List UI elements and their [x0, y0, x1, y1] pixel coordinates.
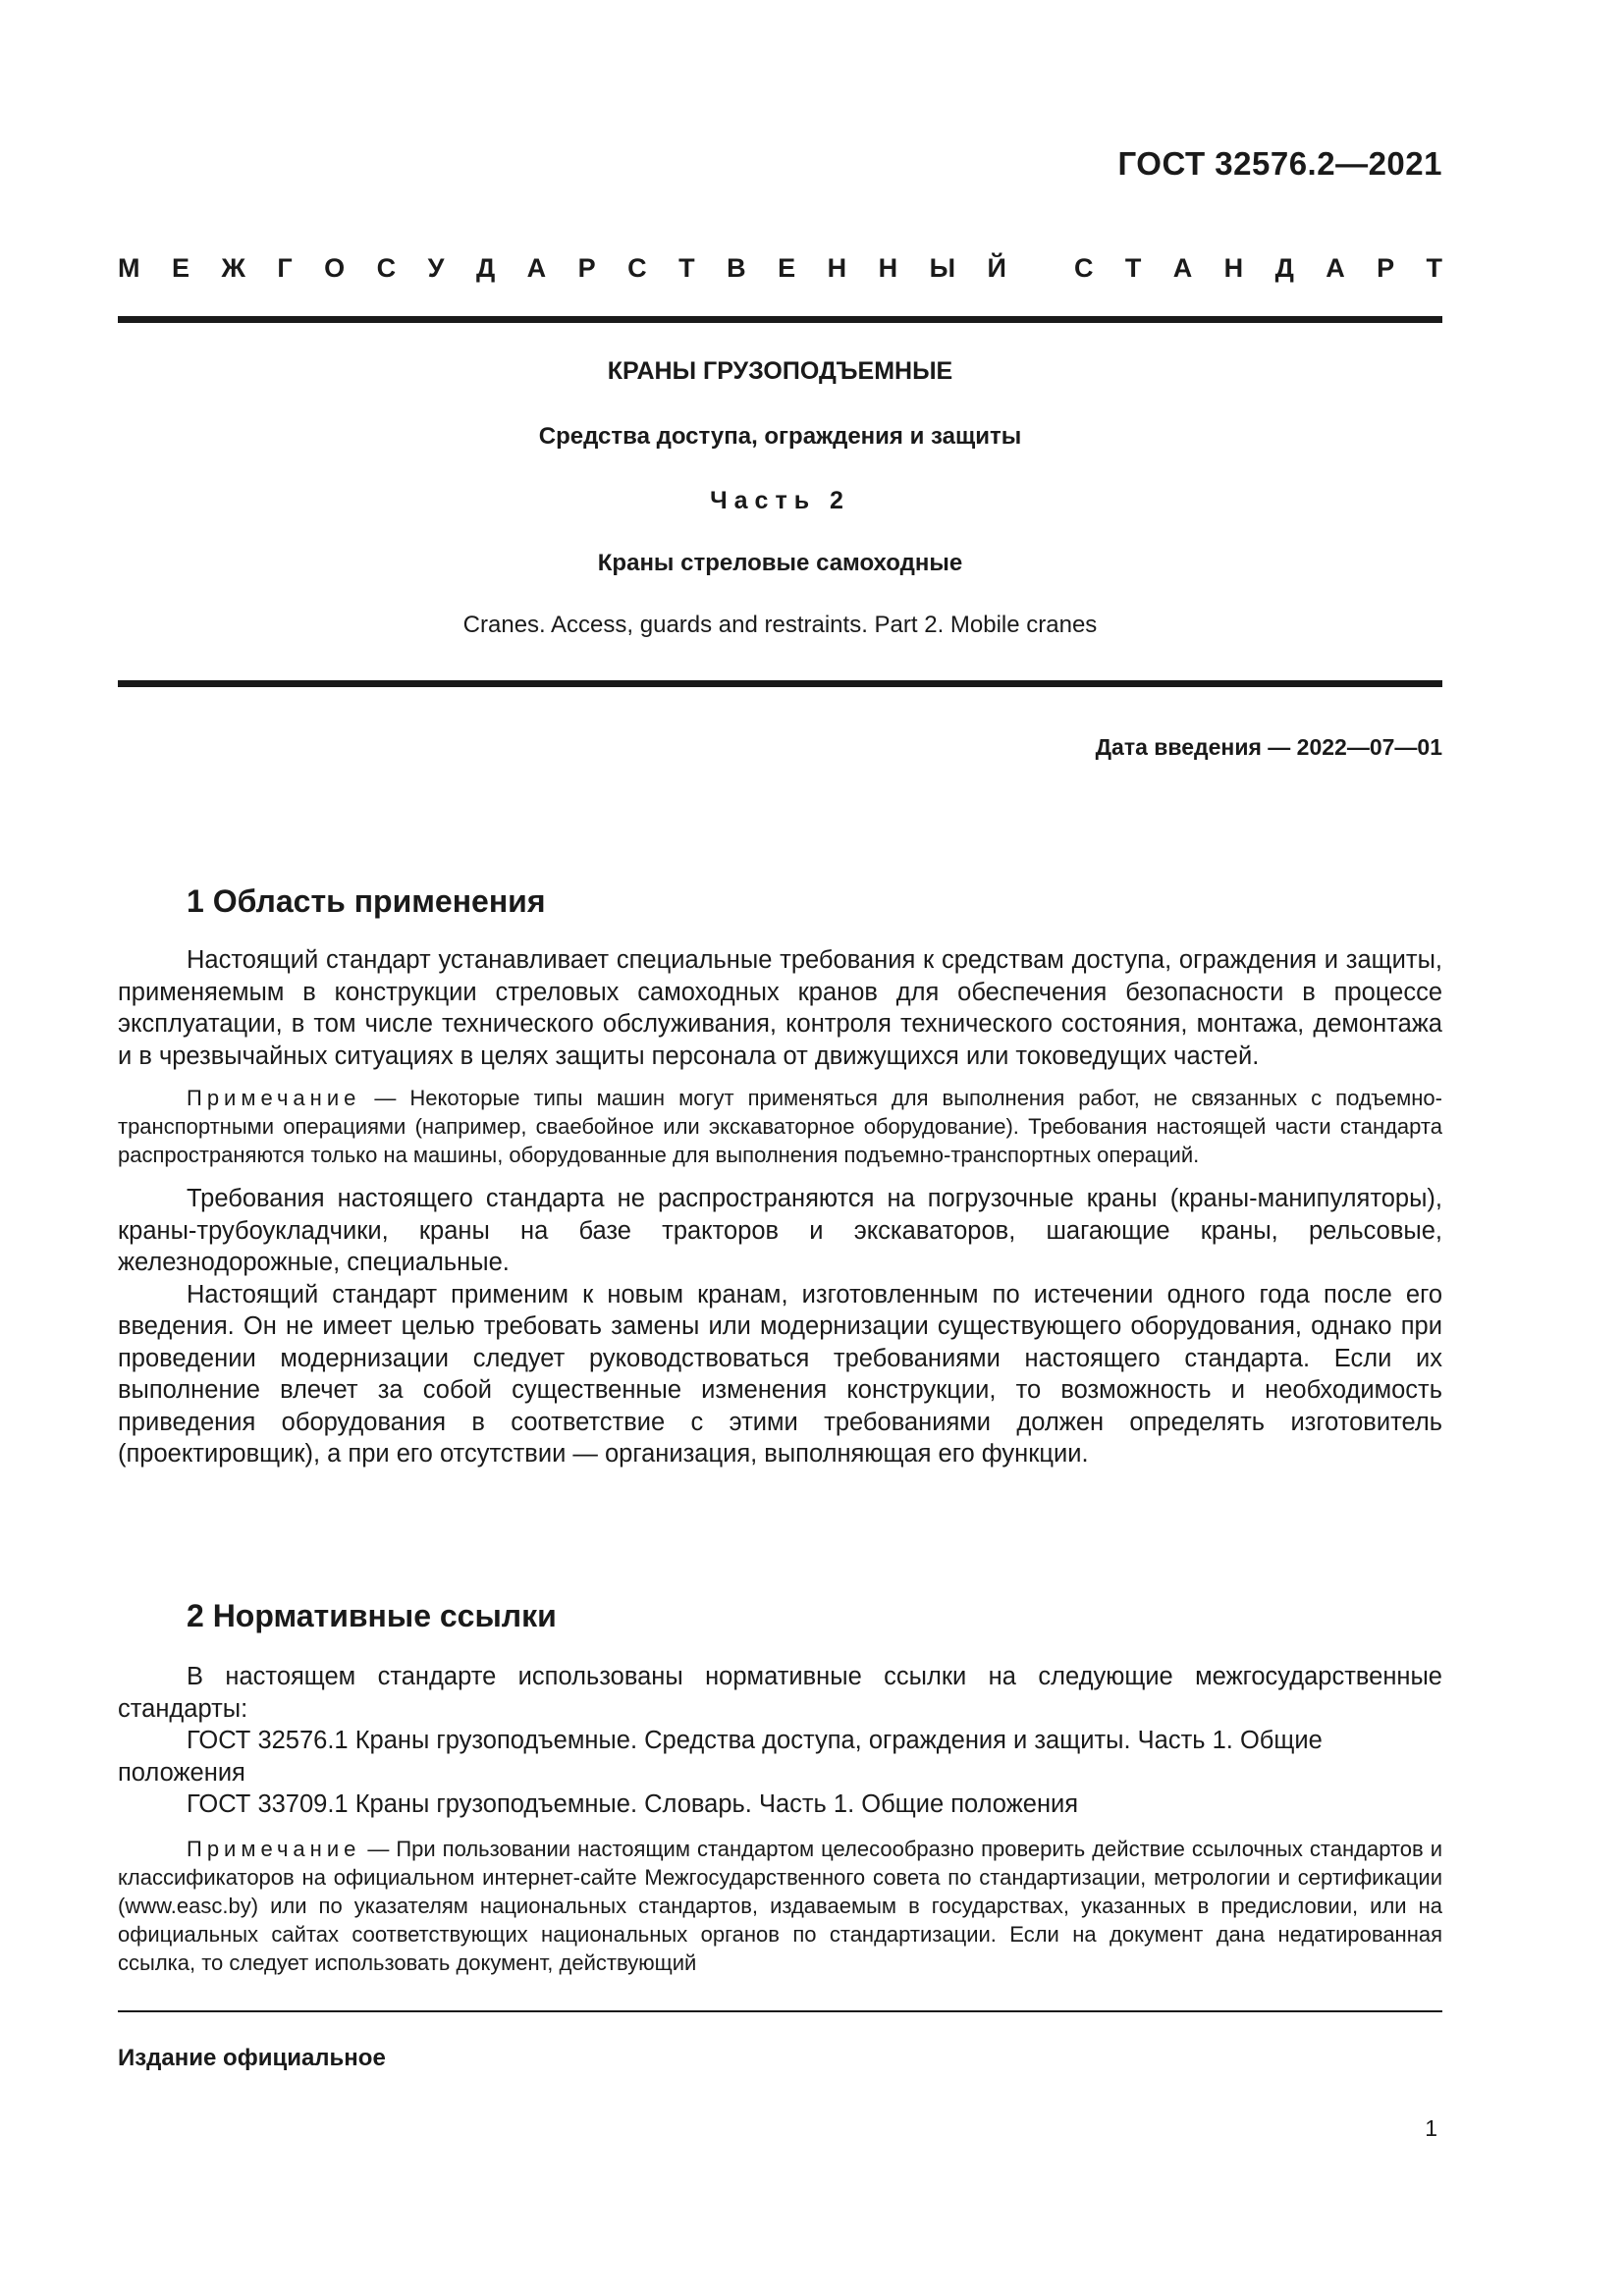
section-2-heading: 2 Нормативные ссылки [187, 1598, 557, 1633]
document-subtitle: Средства доступа, ограждения и защиты [538, 423, 1022, 450]
section-2-body [118, 1661, 1442, 1977]
edition-label: Издание официальное [118, 2045, 386, 2071]
introduction-date: Дата введения — 2022—07—01 [1095, 734, 1442, 760]
section-1-note: Примечание — Некоторые типы машин могут применяться для выполнения работ, не связанных с подъемно-транспортными операциями (например, сваебойное или экскаваторное оборудование). Требования настоящей части стандарта распространяются только на машины, оборудованные для выполнения подъемно-транспортных операций. [118, 1086, 1442, 1167]
document-part-title: Краны стреловые самоходные [597, 550, 963, 576]
standard-type-banner [118, 253, 1442, 284]
section-2-paragraph-1: В настоящем стандарте использованы нормативные ссылки на следующие межгосударственные стандарты: [118, 1663, 1442, 1723]
section-1-paragraph-1: Настоящий стандарт устанавливает специальные требования к средствам доступа, ограждения и защиты, применяемым в конструкции стреловых самоходных кранов для обеспечения безопасности в процессе эксплуатации, в том числе технического обслуживания, контроля технического состояния, монтажа, демонтажа и в чрезвычайных ситуациях в целях защиты персонала от движущихся или токоведущих частей. [118, 946, 1442, 1070]
standard-type-word-interstate: М Е Ж Г О С У Д А Р С Т В Е Н Н Ы Й [118, 253, 1006, 283]
page-number: 1 [1425, 2115, 1437, 2141]
footer-divider [118, 2010, 1442, 2012]
normative-reference-2: ГОСТ 33709.1 Краны грузоподъемные. Словарь. Часть 1. Общие положения [187, 1790, 1079, 1818]
document-title-english: Cranes. Access, guards and restraints. Part 2. Mobile cranes [462, 612, 1098, 638]
section-1-paragraph-3: Настоящий стандарт применим к новым кранам, изготовленным по истечении одного года после его введения. Он не имеет целью требовать замены или модернизации существующего оборудования, однако при проведении модернизации следует руководствоваться требованиями настоящего стандарта. Если их выполнение влечет за собой существенные изменения конструкции, то возможность и необходимость приведения оборудования в соответствие с этими требованиями должен определять изготовитель (проектировщик), а при его отсутствии — организация, выполняющая его функции. [118, 1280, 1442, 1468]
top-divider [118, 316, 1442, 323]
document-code: ГОСТ 32576.2—2021 [1117, 145, 1442, 182]
standard-type-word-standard: С Т А Н Д А Р Т [1074, 253, 1442, 283]
section-1-body [118, 944, 1442, 1470]
title-divider [118, 680, 1442, 687]
document-title: КРАНЫ ГРУЗОПОДЪЕМНЫЕ [607, 357, 953, 385]
document-part: Часть 2 [710, 487, 850, 514]
section-1-paragraph-2: Требования настоящего стандарта не распространяются на погрузочные краны (краны-манипуляторы), краны-трубоукладчики, краны на базе тракторов и экскаваторов, шагающие краны, рельсовые, железнодорожные, специальные. [118, 1185, 1442, 1276]
normative-reference-1: ГОСТ 32576.1 Краны грузоподъемные. Средства доступа, ограждения и защиты. Часть 1. Общие положения [118, 1727, 1323, 1787]
section-1-heading: 1 Область применения [187, 883, 546, 919]
section-2-note: Примечание — При пользовании настоящим стандартом целесообразно проверить действие ссылочных стандартов и классификаторов на официальном интернет-сайте Межгосударственного совета по стандартизации, метрологии и сертификации (www.easc.by) или по указателям национальных стандартов, издаваемым в государствах, указанных в предисловии, или на официальных сайтах соответствующих национальных органов по стандартизации. Если на документ дана недатированная ссылка, то следует использовать документ, действующий [118, 1836, 1442, 1975]
